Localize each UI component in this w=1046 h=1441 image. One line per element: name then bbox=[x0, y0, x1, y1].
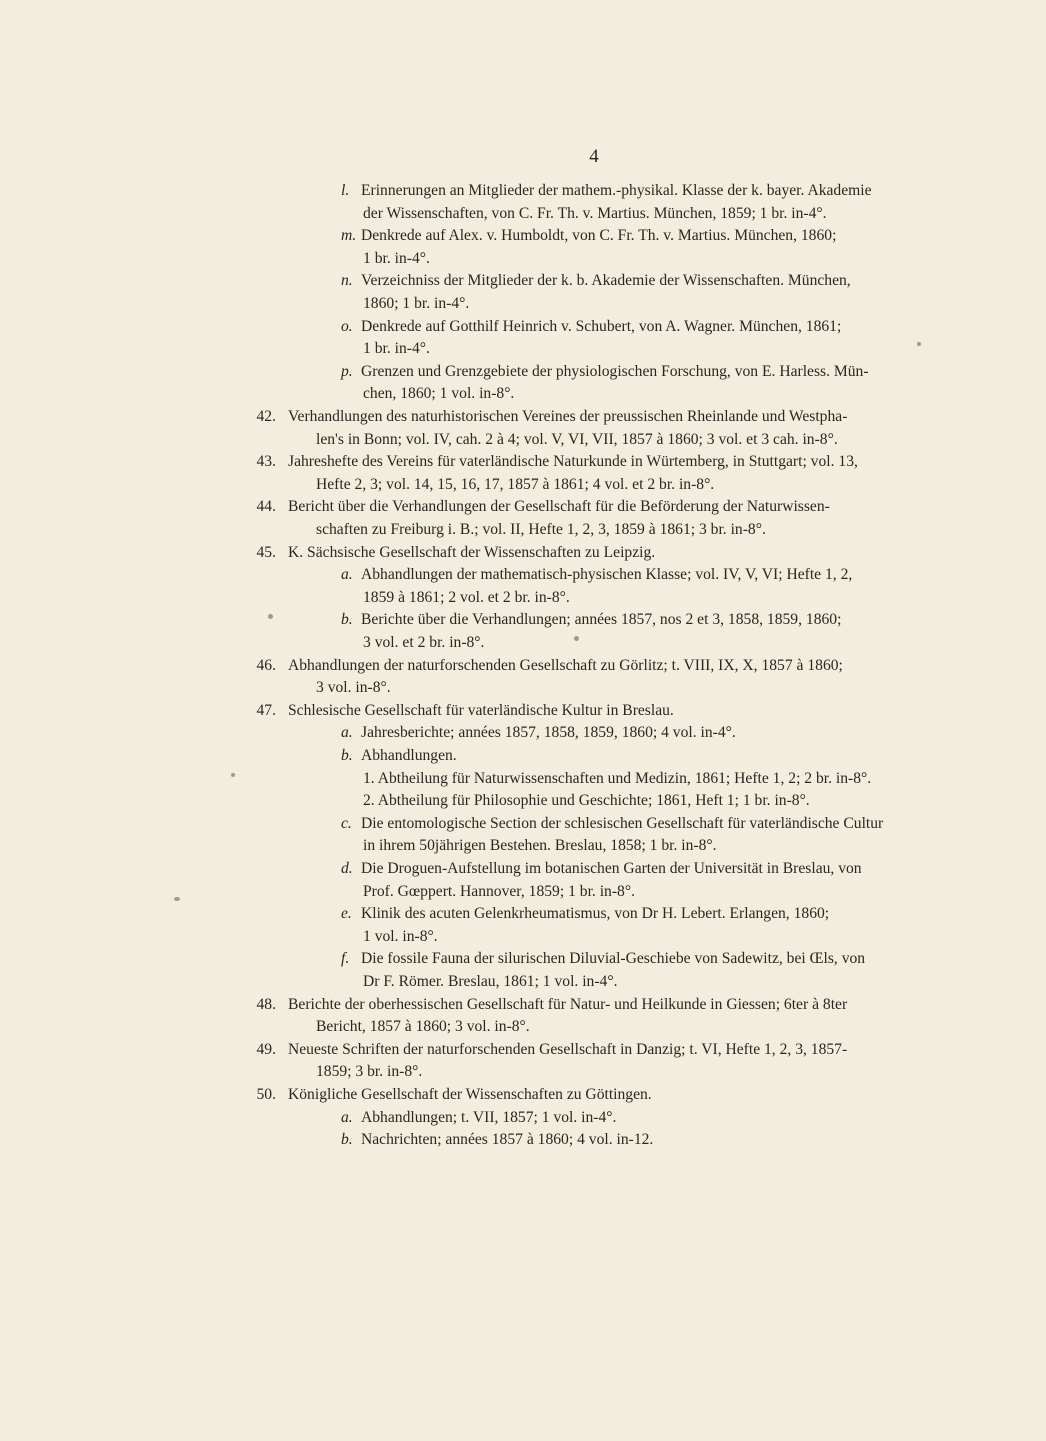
entry-text: Berichte der oberhessischen Gesellschaft für Natur- und Heilkunde in Giessen; 6ter à 8ter bbox=[288, 995, 848, 1013]
entry-text: Abhandlungen; t. VII, 1857; 1 vol. in-4°. bbox=[361, 1108, 617, 1126]
entry-sublabel: d. bbox=[341, 860, 353, 877]
entry-line bbox=[363, 881, 635, 904]
entry-text: Verhandlungen des naturhistorischen Vereines der preussischen Rheinlande und Westpha- bbox=[288, 408, 848, 425]
entry-line bbox=[341, 722, 736, 745]
entry-line bbox=[250, 451, 858, 474]
entry-sublabel: b. bbox=[341, 611, 353, 629]
entry-line bbox=[250, 1084, 652, 1107]
entry-sublabel: l. bbox=[341, 182, 350, 199]
entry-line bbox=[316, 429, 838, 452]
entry-text: Denkrede auf Alex. v. Humboldt, von C. Fr. Th. v. Martius. München, 1860; bbox=[361, 227, 837, 245]
entry-text: 1 br. in-4°. bbox=[363, 249, 430, 267]
entry-number: 48. bbox=[256, 995, 276, 1013]
entry-text: Denkrede auf Gotthilf Heinrich v. Schubert, von A. Wagner. München, 1861; bbox=[361, 317, 842, 335]
entry-line bbox=[363, 632, 484, 655]
entry-sublabel: n. bbox=[341, 272, 353, 290]
entry-line bbox=[316, 474, 714, 497]
entry-line bbox=[250, 994, 847, 1017]
entry-text: len's in Bonn; vol. IV, cah. 2 à 4; vol. V, VI, VII, 1857 à 1860; 3 vol. et 3 cah. in-8°. bbox=[316, 430, 838, 448]
entry-text: 1859 à 1861; 2 vol. et 2 br. in-8°. bbox=[363, 588, 570, 606]
entry-text: Klinik des acuten Gelenkrheumatismus, von Dr H. Lebert. Erlangen, 1860; bbox=[361, 905, 830, 923]
entry-line bbox=[363, 790, 810, 813]
entry-number: 42. bbox=[256, 408, 276, 425]
entry-line bbox=[363, 971, 617, 994]
entry-line bbox=[363, 248, 430, 271]
entry-text: der Wissenschaften, von C. Fr. Th. v. Martius. München, 1859; 1 br. in-4°. bbox=[363, 204, 827, 222]
entry-text: Die entomologische Section der schlesischen Gesellschaft für vaterländische Cultur bbox=[361, 814, 884, 832]
entry-sublabel: a. bbox=[341, 724, 353, 742]
entry-text: 1859; 3 br. in-8°. bbox=[316, 1063, 423, 1081]
entry-line bbox=[316, 519, 766, 542]
entry-text: Abhandlungen der naturforschenden Gesellschaft zu Görlitz; t. VIII, IX, X, 1857 à 1860; bbox=[288, 656, 843, 674]
entry-line bbox=[341, 1129, 653, 1152]
entry-number: 49. bbox=[256, 1040, 276, 1058]
entry-text: Erinnerungen an Mitglieder der mathem.-physikal. Klasse der k. bayer. Akademie bbox=[361, 182, 872, 199]
entry-sublabel: b. bbox=[341, 747, 353, 764]
entry-sublabel: e. bbox=[341, 905, 352, 923]
entry-line bbox=[363, 926, 438, 949]
entry-text: 1 br. in-4°. bbox=[363, 340, 430, 358]
entry-line bbox=[363, 768, 871, 791]
entry-text: Abhandlungen. bbox=[361, 747, 457, 764]
paper-speck bbox=[231, 773, 235, 777]
entry-text: Jahreshefte des Vereins für vaterländische Naturkunde in Würtemberg, in Stuttgart; vol. 13, bbox=[288, 453, 858, 471]
entry-number: 46. bbox=[256, 656, 276, 674]
entry-text: in ihrem 50jährigen Bestehen. Breslau, 1858; 1 br. in-8°. bbox=[363, 837, 717, 855]
paper-speck bbox=[268, 614, 273, 619]
entry-sublabel: b. bbox=[341, 1131, 353, 1149]
entry-line bbox=[316, 677, 391, 700]
entry-text: Abhandlungen der mathematisch-physischen Klasse; vol. IV, V, VI; Hefte 1, 2, bbox=[361, 566, 853, 584]
paper-speck bbox=[574, 636, 579, 641]
entry-text: Dr F. Römer. Breslau, 1861; 1 vol. in-4°. bbox=[363, 973, 618, 990]
entry-line bbox=[363, 835, 717, 858]
entry-line bbox=[341, 948, 865, 971]
entry-number: 43. bbox=[256, 453, 276, 471]
entry-text: schaften zu Freiburg i. B.; vol. II, Hefte 1, 2, 3, 1859 à 1861; 3 br. in-8°. bbox=[316, 521, 766, 538]
entry-line bbox=[341, 813, 883, 836]
entry-text: Nachrichten; années 1857 à 1860; 4 vol. in-12. bbox=[361, 1131, 654, 1149]
entry-line bbox=[363, 338, 430, 361]
entry-number: 47. bbox=[256, 701, 276, 719]
entry-line bbox=[250, 406, 847, 429]
entry-text: Berichte über die Verhandlungen; années 1857, nos 2 et 3, 1858, 1859, 1860; bbox=[361, 611, 842, 629]
entry-text: Verzeichniss der Mitglieder der k. b. Akademie der Wissenschaften. München, bbox=[361, 272, 851, 290]
entry-text: Bericht, 1857 à 1860; 3 vol. in-8°. bbox=[316, 1018, 530, 1036]
entry-sublabel: f. bbox=[341, 950, 350, 968]
entry-line bbox=[316, 1061, 422, 1084]
entry-text: 3 vol. in-8°. bbox=[316, 679, 391, 697]
paper-speck bbox=[917, 342, 921, 346]
entry-text: Königliche Gesellschaft der Wissenschaften zu Göttingen. bbox=[288, 1086, 652, 1103]
entry-text: 2. Abtheilung für Philosophie und Geschichte; 1861, Heft 1; 1 br. in-8°. bbox=[363, 792, 810, 810]
entry-line bbox=[363, 383, 514, 406]
entry-line bbox=[363, 587, 570, 610]
entry-text: Schlesische Gesellschaft für vaterländische Kultur in Breslau. bbox=[288, 701, 674, 719]
entry-line bbox=[341, 1107, 616, 1130]
entry-text: Bericht über die Verhandlungen der Gesellschaft für die Beförderung der Naturwissen- bbox=[288, 498, 830, 516]
entry-text: Hefte 2, 3; vol. 14, 15, 16, 17, 1857 à 1861; 4 vol. et 2 br. in-8°. bbox=[316, 475, 715, 493]
entry-number: 50. bbox=[256, 1086, 276, 1103]
entry-text: 1. Abtheilung für Naturwissenschaften und Medizin, 1861; Hefte 1, 2; 2 br. in-8°. bbox=[363, 769, 872, 787]
entry-line bbox=[250, 542, 655, 565]
entry-line bbox=[341, 225, 836, 248]
entry-line bbox=[341, 361, 869, 384]
entry-text: 1 vol. in-8°. bbox=[363, 927, 438, 945]
entry-sublabel: c. bbox=[341, 814, 352, 832]
entry-line bbox=[250, 1039, 847, 1062]
entry-line bbox=[341, 609, 841, 632]
entry-text: 3 vol. et 2 br. in-8°. bbox=[363, 634, 485, 651]
entry-text: K. Sächsische Gesellschaft der Wissenschaften zu Leipzig. bbox=[288, 543, 656, 561]
entry-line bbox=[341, 270, 851, 293]
entry-line bbox=[250, 655, 843, 678]
entry-number: 44. bbox=[256, 498, 276, 516]
entry-line bbox=[363, 293, 469, 316]
entry-line bbox=[363, 203, 827, 226]
entry-line bbox=[341, 180, 872, 203]
entry-line bbox=[341, 903, 829, 926]
entry-text: Neueste Schriften der naturforschenden Gesellschaft in Danzig; t. VI, Hefte 1, 2, 3, 1857- bbox=[288, 1040, 848, 1058]
entry-line bbox=[341, 564, 852, 587]
entry-text: 1860; 1 br. in-4°. bbox=[363, 295, 470, 312]
entry-sublabel: a. bbox=[341, 566, 353, 584]
entry-line bbox=[250, 496, 830, 519]
entry-sublabel: o. bbox=[341, 317, 353, 335]
paper-speck bbox=[174, 897, 180, 901]
entry-sublabel: m. bbox=[341, 227, 357, 245]
entry-sublabel: a. bbox=[341, 1108, 353, 1126]
entry-line bbox=[341, 316, 841, 339]
entry-text: Die Droguen-Aufstellung im botanischen Garten der Universität in Breslau, von bbox=[361, 860, 862, 877]
entry-line bbox=[250, 700, 674, 723]
entry-line bbox=[341, 858, 862, 881]
entry-text: Jahresberichte; années 1857, 1858, 1859, 1860; 4 vol. in-4°. bbox=[361, 724, 736, 742]
entry-text: Prof. Gœppert. Hannover, 1859; 1 br. in-8°. bbox=[363, 882, 635, 900]
entry-line bbox=[316, 1016, 530, 1039]
entry-text: Die fossile Fauna der silurischen Diluvial-Geschiebe von Sadewitz, bei Œls, von bbox=[361, 950, 866, 968]
entry-text: chen, 1860; 1 vol. in-8°. bbox=[363, 385, 515, 403]
entry-sublabel: p. bbox=[341, 362, 353, 380]
page-number: 4 bbox=[589, 146, 599, 167]
entry-text: Grenzen und Grenzgebiete der physiologischen Forschung, von E. Harless. Mün- bbox=[361, 362, 869, 380]
entry-line bbox=[341, 745, 457, 768]
entry-number: 45. bbox=[256, 543, 276, 561]
